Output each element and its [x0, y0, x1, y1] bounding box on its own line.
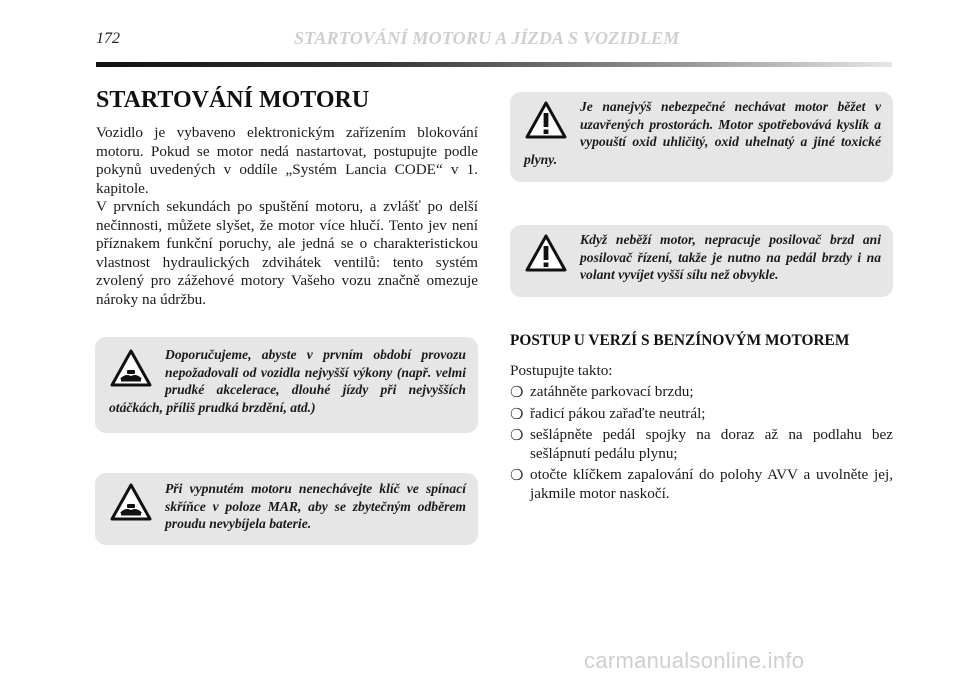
watermark: carmanualsonline.info [584, 648, 805, 673]
danger-warning-icon [524, 100, 568, 140]
environment-note-box [95, 337, 478, 433]
header-rule [96, 62, 892, 67]
list-item [510, 466, 893, 503]
environment-note-box [95, 473, 478, 545]
note-text: Doporučujeme, abyste v prvním období provozu nepožadovali od vozidla nejvyšší výkony (např. velmi prudké akcelerace, dlouhé jízdy při nejvyšších otáčkách, příliš prudká brzdění, atd.) [109, 347, 466, 415]
paragraph: Vozidlo je vybaveno elektronickým zařízením blokování motoru. Pokud se motor nedá nastartovat, postupujte podle pokynů uvedených v oddíle „Systém Lancia CODE“ v 1. kapitole. [96, 124, 478, 197]
step-text: řadicí pákou zařaďte neutrál; [530, 404, 706, 422]
step-text: zatáhněte parkovací brzdu; [530, 383, 694, 400]
list-item [510, 405, 893, 424]
section-heading: STARTOVÁNÍ MOTORU [96, 87, 370, 113]
warning-text: Je nanejvýš nebezpečné nechávat motor běžet v uzavřených prostorách. Motor spotřebovává kyslík a vypouští oxid uhličitý, oxid uhelnatý a jiné toxické plyny. [524, 99, 881, 167]
environment-warning-icon [109, 482, 153, 522]
circle-bullet-icon: ❍ [510, 404, 524, 423]
danger-warning-icon [524, 233, 568, 273]
list-item [510, 426, 893, 463]
note-text: Při vypnutém motoru nenechávejte klíč ve spínací skříňce v poloze MAR, aby se zbytečným odběrem proudu nevybíjela baterie. [165, 481, 466, 531]
environment-warning-icon [109, 348, 153, 388]
circle-bullet-icon: ❍ [510, 426, 524, 444]
subheading: POSTUP U VERZÍ S BENZÍNOVÝM MOTOREM [510, 332, 850, 349]
intro-text: Postupujte takto: [510, 362, 613, 379]
list-item [510, 383, 893, 402]
page-number: 172 [96, 30, 120, 47]
paragraph: V prvních sekundách po spuštění motoru, a zvlášť po delší nečinnosti, můžete slyšet, že motor více hlučí. Tento jev není příznakem funkční poruchy, ale jedná se o charakteristickou vlastnost hydraulických zdvihátek ventilů: tento systém zvolený pro zážehové motory Vašeho vozu značně omezuje nároky na údržbu. [96, 198, 478, 308]
danger-warning-box [510, 92, 893, 182]
warning-text: Když neběží motor, nepracuje posilovač brzd ani posilovač řízení, takže je nutno na pedál brzdy i na volant vyvíjet vyšší sílu než obvykle. [580, 232, 881, 282]
circle-bullet-icon: ❍ [510, 383, 524, 401]
steps-list [510, 383, 893, 506]
step-text: otočte klíčkem zapalování do polohy AVV a uvolněte jej, jakmile motor naskočí. [530, 466, 893, 502]
circle-bullet-icon: ❍ [510, 466, 524, 484]
body-text [96, 124, 478, 309]
danger-warning-box [510, 225, 893, 297]
running-title: STARTOVÁNÍ MOTORU A JÍZDA S VOZIDLEM [294, 28, 680, 48]
step-text: sešlápněte pedál spojky na doraz až na podlahu bez sešlápnutí pedálu plynu; [530, 426, 893, 462]
